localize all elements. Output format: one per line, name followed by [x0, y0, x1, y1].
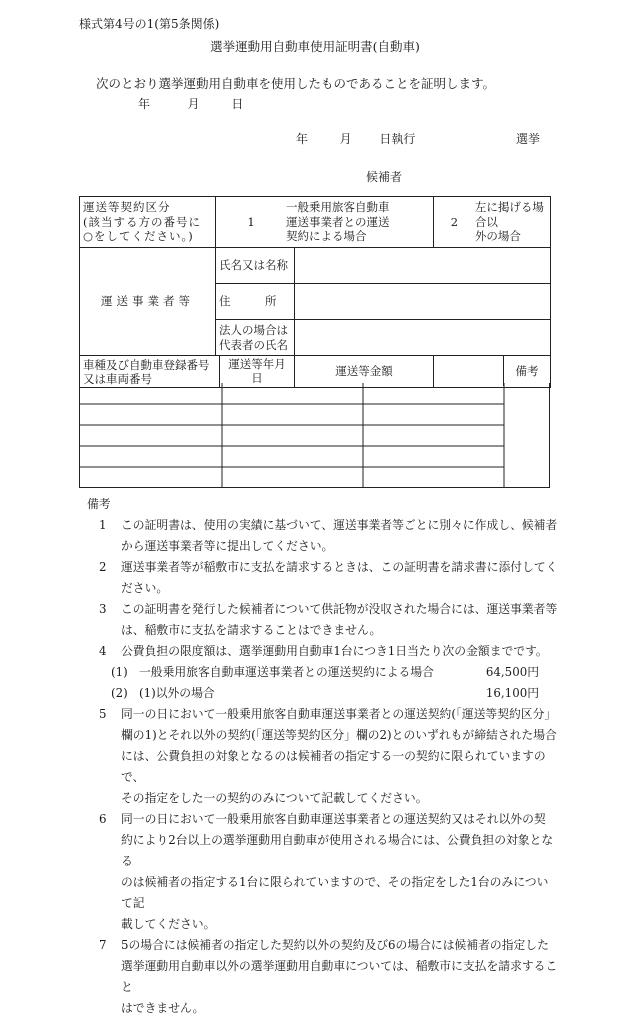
page-title: 選挙運動用自動車使用証明書(自動車)	[210, 39, 420, 54]
note-item	[79, 515, 559, 557]
notes-heading: 備考	[87, 497, 111, 511]
note-item	[79, 935, 559, 1019]
note-item	[79, 599, 559, 641]
col-vehicle-header: 車種及び自動車登録番号 又は車両番号	[80, 356, 220, 388]
limit-number: (1)	[111, 665, 128, 679]
limit-amount: 16,100円	[485, 686, 539, 700]
address-field[interactable]	[295, 284, 551, 320]
note-item	[79, 704, 559, 809]
option2-text: 左に掲げる場合以 外の場合	[474, 200, 544, 244]
records-grid	[79, 383, 550, 488]
note-item	[79, 641, 559, 662]
certificate-table	[79, 196, 551, 388]
note-item	[79, 809, 559, 935]
limit-number: (2)	[111, 686, 128, 700]
date-year: 年	[138, 97, 151, 111]
representative-label: 法人の場合は 代表者の氏名	[216, 320, 295, 356]
note-number: 4	[99, 644, 107, 658]
representative-field[interactable]	[295, 320, 551, 356]
transport-operator-label: 運送事業者等	[80, 248, 216, 356]
date-day: 日	[231, 97, 244, 111]
form-number: 様式第4号の1(第5条関係)	[79, 17, 220, 31]
name-field[interactable]	[295, 248, 551, 284]
note-text: 5の場合には候補者の指定した契約以外の契約及び6の場合には候補者の指定した 選挙運動用自動車以外の選挙運動用自動車については、稲敷市に支払を請求すること はできません。	[121, 938, 558, 1015]
address-label: 住 所	[216, 284, 295, 320]
option1-text: 一般乗用旅客自動車 運送事業者との運送 契約による場合	[286, 200, 390, 244]
certification-statement: 次のとおり選挙運動用自動車を使用したものであることを証明します。	[96, 76, 496, 91]
note-number: 2	[99, 560, 107, 574]
candidate-label: 候補者	[366, 170, 403, 184]
note-number: 3	[99, 602, 107, 616]
limit-item	[79, 662, 559, 683]
certification-date	[138, 95, 243, 112]
note-number: 5	[99, 707, 107, 721]
election-date	[296, 130, 415, 147]
contract-type-row	[80, 197, 551, 248]
contract-type-label: 運送等契約区分 (該当する方の番号に ○をしてください。)	[80, 197, 216, 248]
note-text: この証明書は、使用の実績に基づいて、運送事業者等ごとに別々に作成し、候補者 から運送事業者等に提出してください。	[121, 518, 558, 553]
date-month: 月	[187, 97, 200, 111]
note-text: 公費負担の限度額は、選挙運動用自動車1台につき1日当たり次の金額までです。	[121, 644, 548, 658]
note-text: この証明書を発行した候補者について供託物が没収された場合には、運送事業者等 は、稲敷市に支払を請求することはできません。	[121, 602, 558, 637]
note-number: 1	[99, 518, 107, 532]
note-number: 7	[99, 938, 107, 952]
contract-option-1[interactable]	[216, 197, 434, 248]
limit-amount: 64,500円	[485, 665, 539, 679]
col-amount-header: 運送等金額	[295, 356, 434, 388]
limit-item	[79, 683, 559, 704]
exec-month: 月	[339, 132, 352, 146]
name-label: 氏名又は名称	[216, 248, 295, 284]
note-text: 同一の日において一般乗用旅客自動車運送事業者との運送契約(「運送等契約区分」 欄の1)とそれ以外の契約(「運送等契約区分」欄の2)とのいずれもが締結された場合 には、公費負担の対象となるのは候補者の指定する一の契約に限られていますので、 その指定をした一の契約のみについて記載してください。	[121, 707, 557, 805]
contract-option-2[interactable]	[434, 197, 551, 248]
remarks-label: 備考	[515, 364, 539, 379]
exec-year: 年	[296, 132, 309, 146]
note-text: 運送事業者等が稲敷市に支払を請求するときは、この証明書を請求書に添付してく ださい。	[121, 560, 558, 595]
limit-text: 一般乗用旅客自動車運送事業者との運送契約による場合	[139, 665, 434, 679]
option2-number: 2	[450, 214, 459, 229]
note-item	[79, 557, 559, 599]
option1-number: 1	[247, 214, 255, 229]
note-text: 同一の日において一般乗用旅客自動車運送事業者との運送契約又はそれ以外の契 約により2台以上の選挙運動用自動車が使用される場合には、公費負担の対象となる のは候補者の指定する1台に限られていますので、その指定をした1台のみについて記 載してください。	[121, 812, 554, 931]
election-label: 選挙	[516, 132, 541, 146]
note-number: 6	[99, 812, 107, 826]
notes-section	[79, 494, 559, 1019]
col-date-header: 運送等年月日	[220, 356, 295, 388]
limit-text: (1)以外の場合	[139, 686, 215, 700]
exec-day: 日執行	[379, 132, 416, 146]
